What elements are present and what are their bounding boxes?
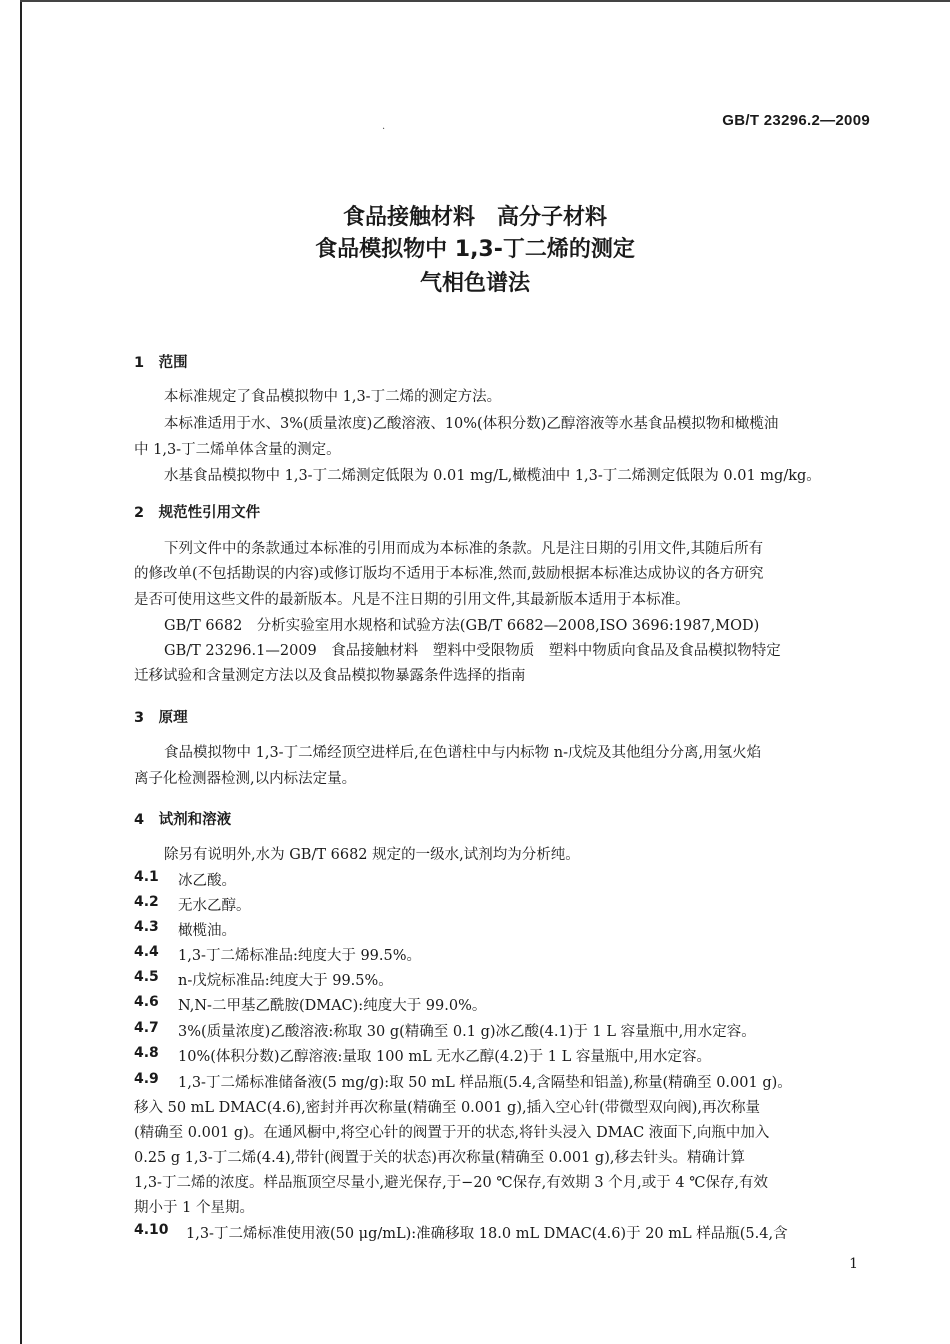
section-1-heading: 1 范围 [134, 355, 188, 371]
standard-number: GB/T 23296.2—2009 [722, 112, 870, 129]
title-line-3: 气相色谱法 [419, 271, 530, 296]
s1-paragraph-1: 本标准规定了食品模拟物中 1,3-丁二烯的测定方法。 [164, 389, 502, 405]
section-4-heading: 4 试剂和溶液 [134, 812, 232, 828]
reference-gb-t-6682: GB/T 6682 分析实验室用水规格和试验方法(GB/T 6682—2008,ISO 3696:1987,MOD) [164, 618, 760, 634]
item-text: 3%(质量浓度)乙酸溶液:称取 30 g(精确至 0.1 g)冰乙酸(4.1)于 1 L 容量瓶中,用水定容。 [178, 1024, 756, 1040]
item-4-9-line-1: 1,3-丁二烯标准储备液(5 mg/g):取 50 mL 样品瓶(5.4,含隔垫和铝盖),称量(精确至 0.001 g)。 [178, 1075, 792, 1091]
item-4-9-line-6: 期小于 1 个星期。 [134, 1200, 254, 1216]
item-number: 4.6 [134, 994, 159, 1010]
s2-paragraph-line-2: 的修改单(不包括勘误的内容)或修订版均不适用于本标准,然而,鼓励根据本标准达成协议的各方研究 [134, 566, 764, 582]
item-text: n-戊烷标准品:纯度大于 99.5%。 [178, 973, 393, 989]
item-number: 4.1 [134, 869, 159, 885]
item-text: 1,3-丁二烯标准品:纯度大于 99.5%。 [178, 948, 422, 964]
s4-intro: 除另有说明外,水为 GB/T 6682 规定的一级水,试剂均为分析纯。 [164, 847, 580, 863]
item-text: N,N-二甲基乙酰胺(DMAC):纯度大于 99.0%。 [178, 998, 487, 1014]
s3-paragraph-line-1: 食品模拟物中 1,3-丁二烯经顶空进样后,在色谱柱中与内标物 n-戊烷及其他组分分离,用氢火焰 [164, 745, 762, 761]
item-number: 4.9 [134, 1071, 159, 1087]
s2-paragraph-line-3: 是否可使用这些文件的最新版本。凡是不注日期的引用文件,其最新版本适用于本标准。 [134, 592, 690, 608]
item-4-9-line-4: 0.25 g 1,3-丁二烯(4.4),带针(阀置于关的状态)再次称量(精确至 0.001 g),移去针头。精确计算 [134, 1150, 745, 1166]
scan-edge-top [20, 0, 950, 2]
item-text: 10%(体积分数)乙醇溶液:量取 100 mL 无水乙醇(4.2)于 1 L 容量瓶中,用水定容。 [178, 1049, 711, 1065]
item-4-9-line-2: 移入 50 mL DMAC(4.6),密封并再次称量(精确至 0.001 g),插入空心针(带微型双向阀),再次称量 [134, 1100, 761, 1116]
item-number: 4.4 [134, 944, 159, 960]
s2-paragraph-line-1: 下列文件中的条款通过本标准的引用而成为本标准的条款。凡是注日期的引用文件,其随后所有 [164, 541, 764, 557]
item-text: 冰乙酸。 [178, 873, 236, 889]
reference-gb-t-23296-1-line-2: 迁移试验和含量测定方法以及食品模拟物暴露条件选择的指南 [134, 668, 526, 684]
item-number: 4.10 [134, 1222, 169, 1238]
item-4-10-line-1: 1,3-丁二烯标准使用液(50 μg/mL):准确移取 18.0 mL DMAC(4.6)于 20 mL 样品瓶(5.4,含 [186, 1226, 788, 1242]
item-number: 4.8 [134, 1045, 159, 1061]
scan-speck: · [382, 124, 386, 135]
item-text: 无水乙醇。 [178, 898, 251, 914]
item-4-9-line-5: 1,3-丁二烯的浓度。样品瓶顶空尽量小,避光保存,于−20 ℃保存,有效期 3 个月,或于 4 ℃保存,有效 [134, 1175, 769, 1191]
item-text: 橄榄油。 [178, 923, 236, 939]
item-number: 4.2 [134, 894, 159, 910]
item-number: 4.5 [134, 969, 159, 985]
s1-paragraph-2-line-1: 本标准适用于水、3%(质量浓度)乙酸溶液、10%(体积分数)乙醇溶液等水基食品模拟物和橄榄油 [164, 416, 779, 432]
title-line-1: 食品接触材料 高分子材料 [342, 205, 607, 230]
item-number: 4.7 [134, 1020, 159, 1036]
page-number: 1 [849, 1256, 858, 1272]
s3-paragraph-line-2: 离子化检测器检测,以内标法定量。 [134, 771, 357, 787]
reference-gb-t-23296-1-line-1: GB/T 23296.1—2009 食品接触材料 塑料中受限物质 塑料中物质向食品及食品模拟物特定 [164, 643, 781, 659]
item-number: 4.3 [134, 919, 159, 935]
title-line-2: 食品模拟物中 1,3-丁二烯的测定 [315, 237, 635, 262]
item-4-9-line-3: (精确至 0.001 g)。在通风橱中,将空心针的阀置于开的状态,将针头浸入 DMAC 液面下,向瓶中加入 [134, 1125, 770, 1141]
s1-paragraph-2-line-2: 中 1,3-丁二烯单体含量的测定。 [134, 442, 341, 458]
section-3-heading: 3 原理 [134, 710, 188, 726]
section-2-heading: 2 规范性引用文件 [134, 505, 261, 521]
s1-paragraph-3: 水基食品模拟物中 1,3-丁二烯测定低限为 0.01 mg/L,橄榄油中 1,3-丁二烯测定低限为 0.01 mg/kg。 [164, 468, 821, 484]
